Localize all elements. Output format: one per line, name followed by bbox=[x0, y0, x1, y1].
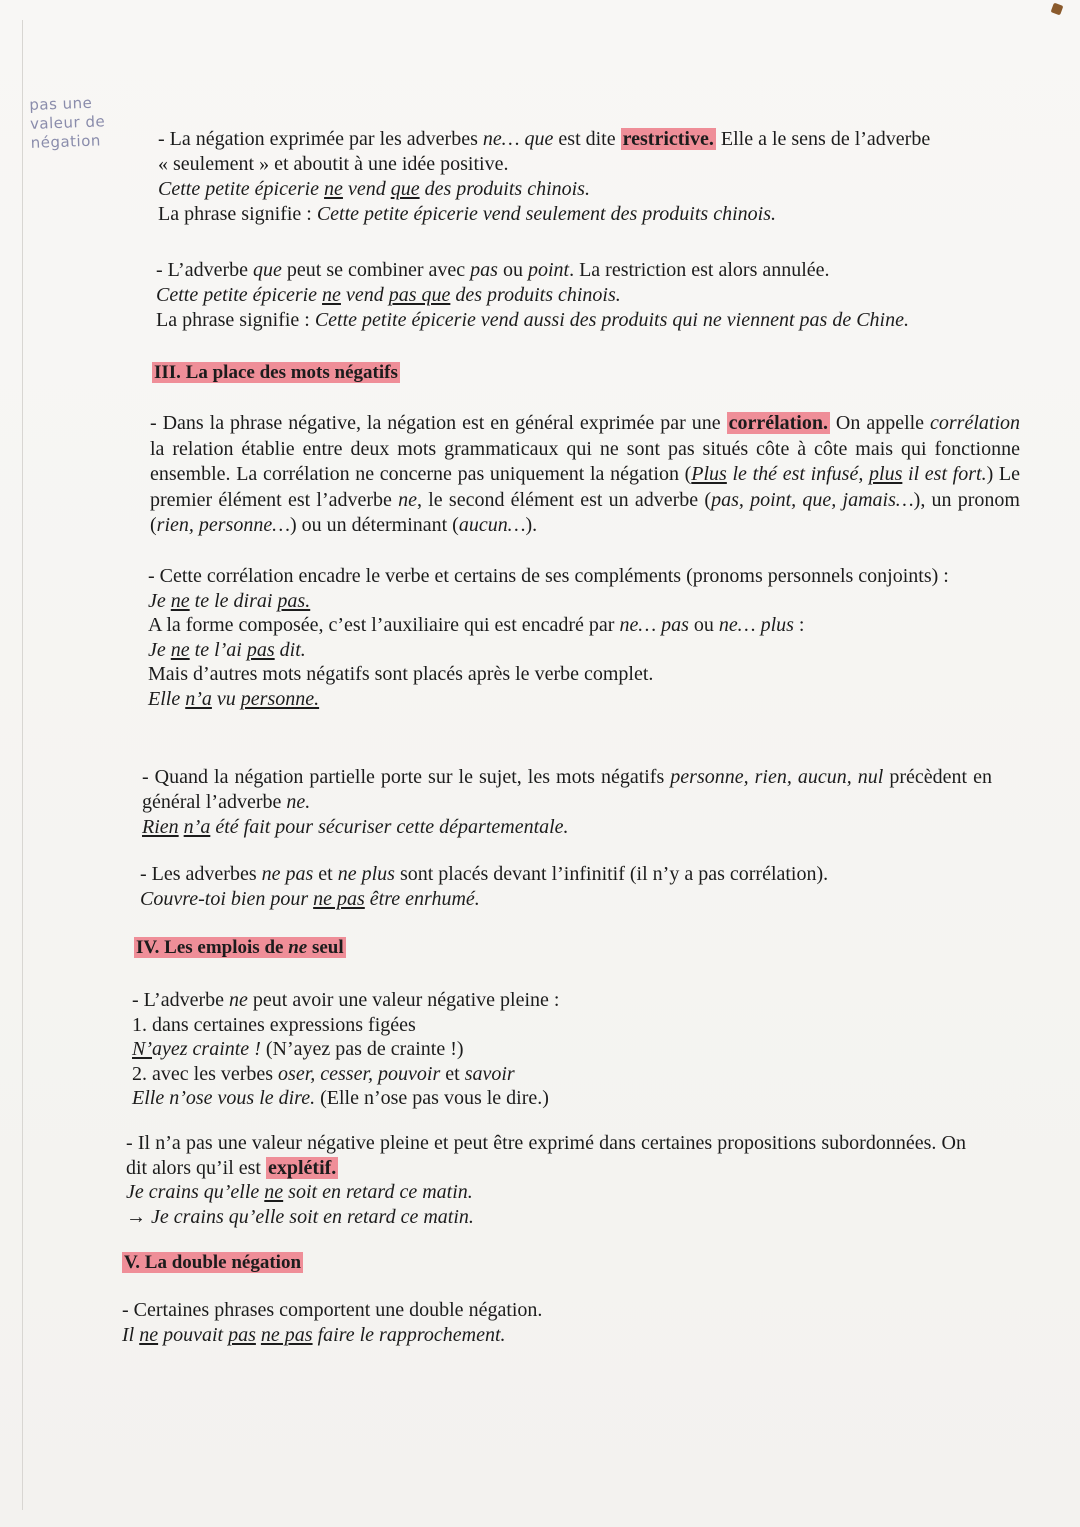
highlight-term: corrélation. bbox=[728, 412, 828, 434]
paragraph: La phrase signifie : Cette petite épicerie vend seulement des produits chinois. bbox=[158, 203, 776, 225]
example: Il ne pouvait pas ne pas faire le rapprochement. bbox=[122, 1324, 506, 1346]
example: Couvre-toi bien pour ne pas être enrhumé. bbox=[140, 888, 480, 910]
restrictive-block bbox=[158, 127, 1048, 227]
example: N’ayez crainte ! (N’ayez pas de crainte !) bbox=[132, 1038, 464, 1060]
highlight-term: explétif. bbox=[267, 1156, 337, 1179]
subject-paragraph: - Quand la négation partielle porte sur le sujet, les mots négatifs personne, rien, aucun, nul précèdent en général l’adverbe ne. Rien n’a été fait pour sécuriser cette départementale. bbox=[142, 766, 992, 838]
paragraph: La phrase signifie : Cette petite épicerie vend aussi des produits qui ne viennent pas de Chine. bbox=[156, 309, 909, 331]
list-item: 1. dans certaines expressions figées bbox=[132, 1013, 416, 1036]
page-corner-mark bbox=[1051, 3, 1064, 16]
margin-note-line: négation bbox=[30, 131, 102, 152]
paragraph: - La négation exprimée par les adverbes ne… que est dite restrictive. Elle a le sens de l’adverbe bbox=[158, 128, 931, 150]
example: Je ne te l’ai pas dit. bbox=[148, 638, 306, 661]
example: → Je crains qu’elle soit en retard ce matin. bbox=[126, 1205, 474, 1228]
margin-note bbox=[29, 92, 141, 153]
paragraph: - L’adverbe que peut se combiner avec pas ou point. La restriction est alors annulée. bbox=[156, 259, 830, 281]
margin-note-line: pas une bbox=[29, 93, 93, 114]
section-heading: IV. Les emplois de ne seul bbox=[136, 937, 344, 958]
expletive-paragraph: - Il n’a pas une valeur négative pleine et peut être exprimé dans certaines propositions subordonnées. On dit alors qu’il est explétif. Je crains qu’elle ne soit en retard ce matin. → Je crains qu’elle soit en retard ce matin. bbox=[126, 1132, 966, 1228]
highlight-term: restrictive. bbox=[622, 128, 714, 150]
placement-paragraph: - Cette corrélation encadre le verbe et certains de ses compléments (pronoms personnels conjoints) : Je ne te le dirai pas. A la forme composée, c’est l’auxiliaire qui est encadré par ne… pas ou ne… plus : Je ne te l’ai pas dit. Mais d’autres mots négatifs sont placés après le verbe complet. Elle n’a vu personne. bbox=[148, 564, 1008, 711]
paragraph: « seulement » et aboutit à une idée positive. bbox=[158, 153, 509, 175]
example: Elle n’a vu personne. bbox=[148, 687, 320, 710]
example: Cette petite épicerie ne vend pas que des produits chinois. bbox=[156, 284, 621, 306]
example: Elle n’ose vous le dire. (Elle n’ose pas vous le dire.) bbox=[132, 1087, 549, 1109]
section-heading: V. La double négation bbox=[124, 1252, 302, 1273]
ne-seul-block: - L’adverbe ne peut avoir une valeur négative pleine : 1. dans certaines expressions figées N’ayez crainte ! (N’ayez pas de crainte !) 2. avec les verbes oser, cesser, pouvoir et savoir Elle n’ose vous le dire. (Elle n’ose pas vous le dire.) bbox=[132, 988, 1002, 1111]
example: Cette petite épicerie ne vend que des produits chinois. bbox=[158, 178, 590, 200]
infinitive-paragraph: - Les adverbes ne pas et ne plus sont placés devant l’infinitif (il n’y a pas corrélation). Couvre-toi bien pour ne pas être enrhumé. bbox=[140, 862, 1020, 912]
example: Je ne te le dirai pas. bbox=[148, 589, 311, 612]
double-negation-block: - Certaines phrases comportent une double négation. Il ne pouvait pas ne pas faire le rapprochement. bbox=[122, 1298, 822, 1348]
combine-block bbox=[156, 258, 1036, 333]
margin-line bbox=[22, 20, 23, 1510]
correlation-paragraph: - Dans la phrase négative, la négation est en général exprimée par une corrélation. On appelle corrélation la relation établie entre deux mots grammaticaux qui ne sont pas situés côte à côte mais qui fonctionne ensemble. La corrélation ne concerne pas uniquement la négation (Plus le thé est infusé, plus il est fort.) Le premier élément est l’adverbe ne, le second élément est un adverbe (pas, point, que, jamais…), un pronom (rien, personne…) ou un déterminant (aucun…). bbox=[150, 412, 1021, 536]
list-item: 2. avec les verbes oser, cesser, pouvoir et savoir bbox=[132, 1062, 515, 1085]
example: Je crains qu’elle ne soit en retard ce matin. bbox=[126, 1181, 473, 1203]
section-heading: III. La place des mots négatifs bbox=[154, 362, 398, 383]
example: Rien n’a été fait pour sécuriser cette départementale. bbox=[142, 816, 569, 838]
margin-note-line: valeur de bbox=[29, 112, 106, 133]
